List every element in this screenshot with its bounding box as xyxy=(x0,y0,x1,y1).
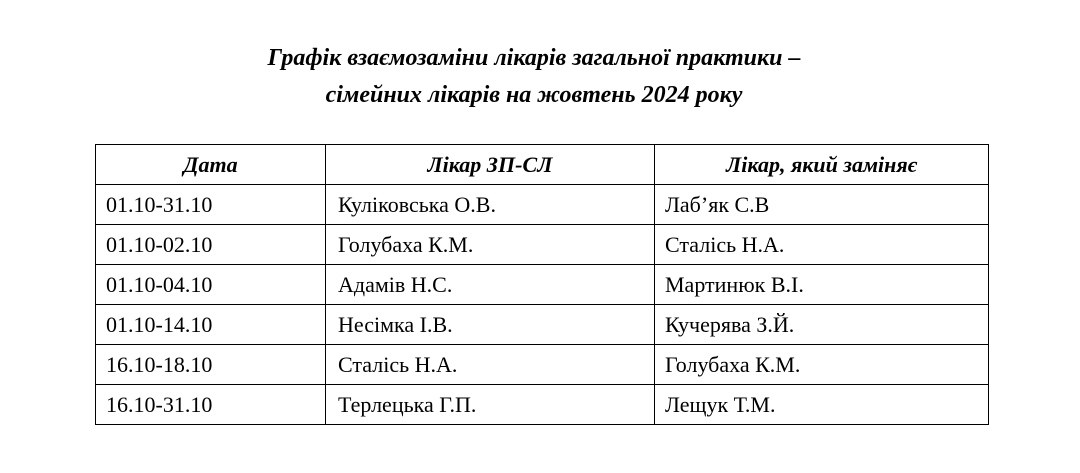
cell-date: 01.10-02.10 xyxy=(96,225,326,265)
header-date: Дата xyxy=(96,145,326,185)
document-title xyxy=(0,40,1068,114)
cell-doctor: Несімка І.В. xyxy=(326,305,655,345)
cell-doctor: Голубаха К.М. xyxy=(326,225,655,265)
table-row xyxy=(96,185,989,225)
cell-substitute: Голубаха К.М. xyxy=(655,345,989,385)
table-row xyxy=(96,225,989,265)
table-header-row xyxy=(96,145,989,185)
cell-date: 01.10-31.10 xyxy=(96,185,326,225)
header-substitute: Лікар, який заміняє xyxy=(655,145,989,185)
cell-substitute: Лаб’як С.В xyxy=(655,185,989,225)
cell-date: 01.10-14.10 xyxy=(96,305,326,345)
cell-date: 16.10-31.10 xyxy=(96,385,326,425)
table-row xyxy=(96,305,989,345)
cell-doctor: Адамів Н.С. xyxy=(326,265,655,305)
cell-doctor: Сталісь Н.А. xyxy=(326,345,655,385)
cell-substitute: Лещук Т.М. xyxy=(655,385,989,425)
table-row xyxy=(96,265,989,305)
substitution-schedule-table xyxy=(95,144,989,425)
header-doctor: Лікар ЗП-СЛ xyxy=(326,145,655,185)
title-line-1: Графік взаємозаміни лікарів загальної практики – xyxy=(267,45,801,71)
cell-doctor: Куліковська О.В. xyxy=(326,185,655,225)
cell-date: 01.10-04.10 xyxy=(96,265,326,305)
cell-date: 16.10-18.10 xyxy=(96,345,326,385)
title-line-2: сімейних лікарів на жовтень 2024 року xyxy=(325,82,743,108)
cell-substitute: Сталісь Н.А. xyxy=(655,225,989,265)
table-row xyxy=(96,345,989,385)
table-row xyxy=(96,385,989,425)
cell-substitute: Кучерява З.Й. xyxy=(655,305,989,345)
cell-doctor: Терлецька Г.П. xyxy=(326,385,655,425)
cell-substitute: Мартинюк В.І. xyxy=(655,265,989,305)
